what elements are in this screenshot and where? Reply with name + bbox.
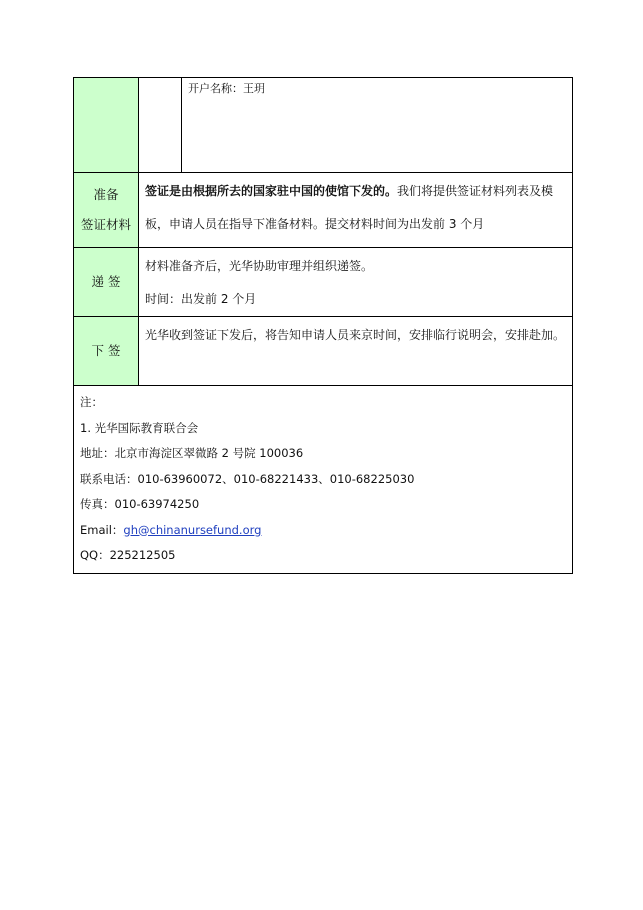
- email-link[interactable]: gh@chinanursefund.org: [123, 522, 262, 537]
- notes-phone: 联系电话：010-63960072、010-68221433、010-68225030: [80, 471, 415, 486]
- prepare-label-line2: 签证材料: [80, 217, 131, 232]
- notes-heading: 注：: [80, 395, 103, 409]
- notes-fax: 传真：010-63974250: [80, 497, 200, 511]
- notes-row: [74, 386, 573, 574]
- issue-label-cell: [74, 317, 139, 386]
- submit-label: 递 签: [91, 274, 121, 289]
- notes-email-line: [80, 518, 566, 544]
- account-spacer-cell: [139, 78, 182, 173]
- notes-qq: QQ：225212505: [80, 548, 176, 562]
- prepare-label-line1: 准备: [93, 187, 119, 202]
- issue-row: [74, 317, 573, 386]
- notes-cell: [74, 386, 573, 574]
- issue-label: 下 签: [91, 343, 121, 358]
- issue-content-cell: [139, 317, 573, 386]
- notes-address: 地址：北京市海淀区翠微路 2 号院 100036: [80, 446, 304, 460]
- submit-line1: 材料准备齐后，光华协助审理并组织递签。: [145, 259, 374, 273]
- account-content-cell: [182, 78, 573, 173]
- prepare-content-cell: [139, 173, 573, 248]
- prepare-text-bold: 签证是由根据所去的国家驻中国的使馆下发的。: [145, 184, 398, 198]
- prepare-text: [145, 175, 566, 241]
- prepare-row: [74, 173, 573, 248]
- notes-email-label: Email：: [80, 522, 124, 537]
- account-holder-text: 开户名称：王玥: [188, 82, 265, 95]
- account-row: [74, 78, 573, 173]
- prepare-label-cell: [74, 173, 139, 248]
- prepare-text-rest: 我们将提供签证材料列表及模板，申请人员在指导下准备材料。提交材料时间为出发前 3 个月: [145, 184, 554, 231]
- submit-label-cell: [74, 248, 139, 317]
- account-label-cell: [74, 78, 139, 173]
- notes-org: 1. 光华国际教育联合会: [80, 420, 199, 435]
- submit-line2: 时间：出发前 2 个月: [145, 292, 257, 306]
- document-table: [73, 77, 573, 574]
- submit-content-cell: [139, 248, 573, 317]
- submit-row: [74, 248, 573, 317]
- issue-text: 光华收到签证下发后，将告知申请人员来京时间，安排临行说明会，安排赴加。: [145, 328, 566, 342]
